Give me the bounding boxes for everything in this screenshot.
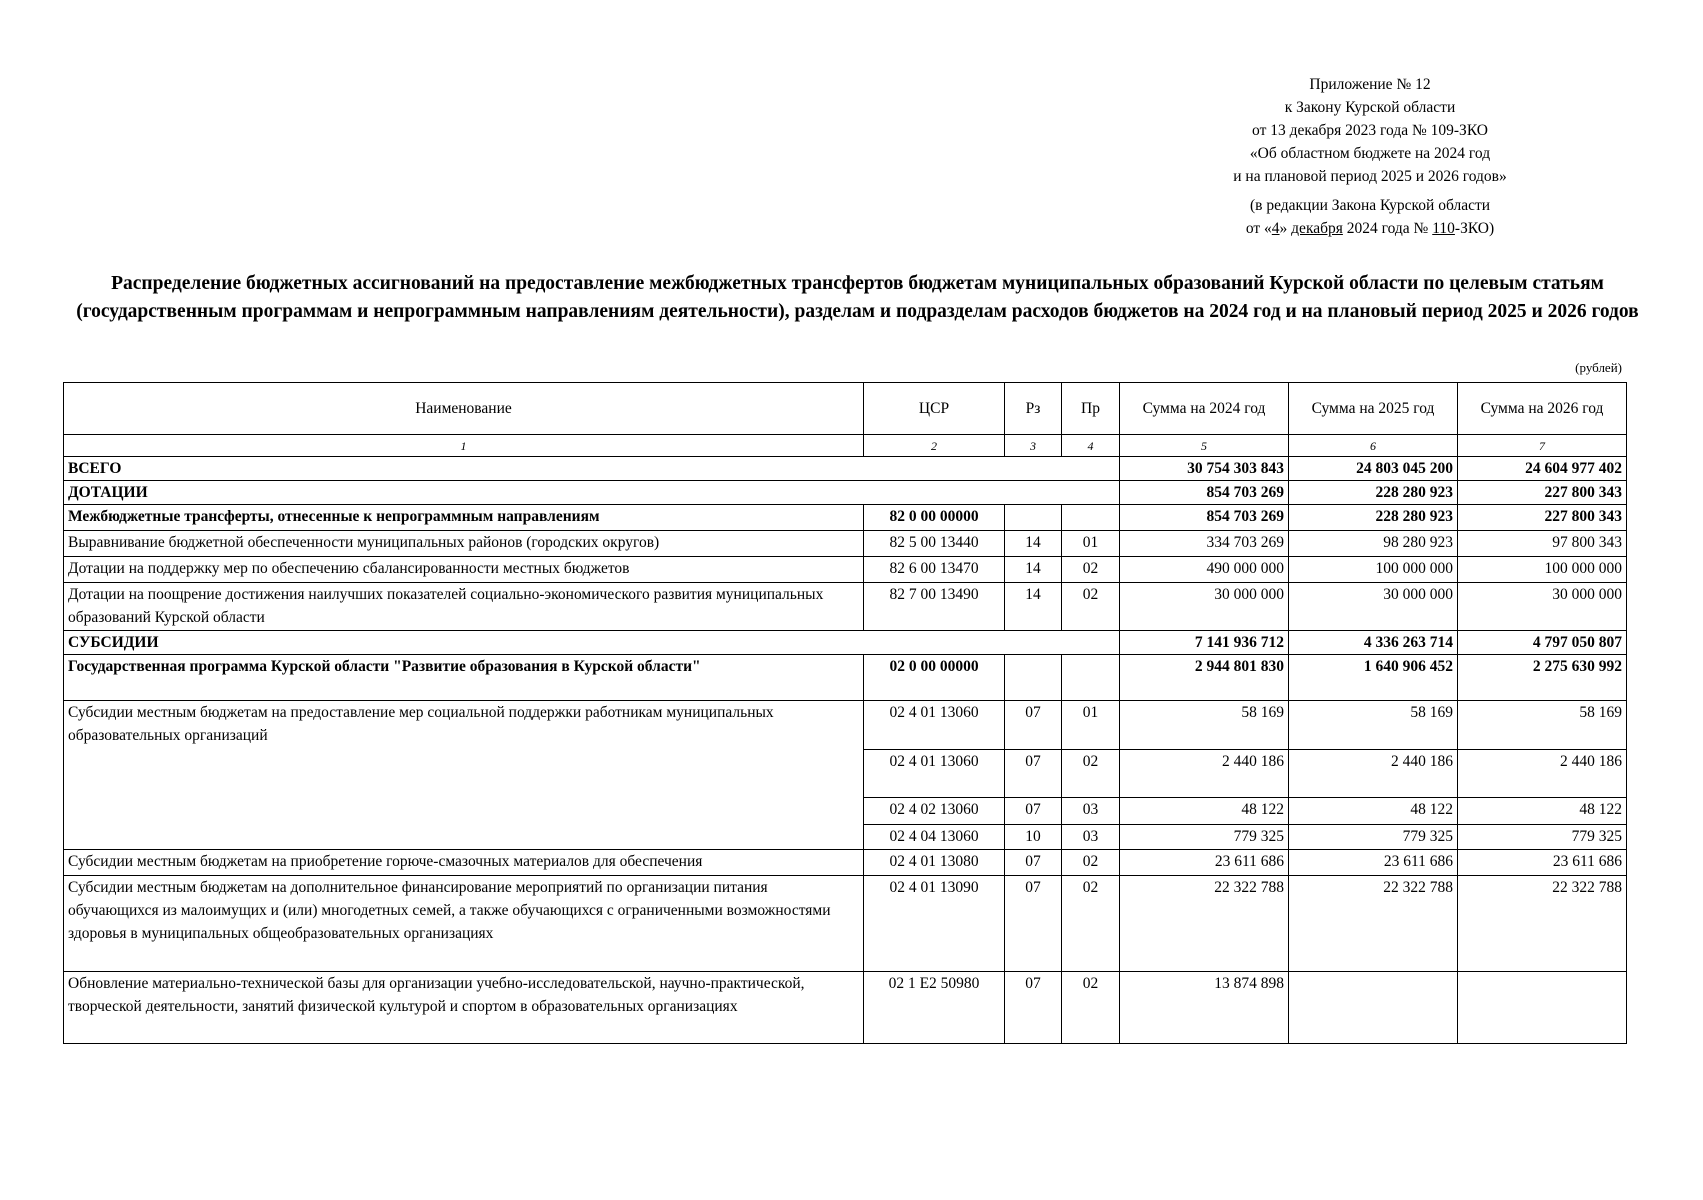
- row-sum-2026: 22 322 788: [1458, 876, 1627, 972]
- table-row: [64, 505, 1627, 531]
- row-sum-2026: 2 440 186: [1458, 750, 1627, 798]
- row-sum-2025: 100 000 000: [1289, 557, 1458, 583]
- dotacii-2025: 228 280 923: [1289, 481, 1458, 505]
- row-sum-2024: 334 703 269: [1120, 531, 1289, 557]
- col-number: 4: [1062, 435, 1120, 457]
- edition-number: 110: [1432, 220, 1455, 237]
- units-label: (рублей): [1575, 360, 1622, 375]
- row-pr: 02: [1062, 583, 1120, 631]
- row-csr: 02 4 04 13060: [864, 825, 1005, 850]
- program-row: [64, 655, 1627, 701]
- row-pr: 03: [1062, 798, 1120, 825]
- row-pr: 03: [1062, 825, 1120, 850]
- appendix-edition: (в редакции Закона Курской области: [1249, 197, 1491, 214]
- row-sum-2024: 2 440 186: [1120, 750, 1289, 798]
- col-number: 2: [864, 435, 1005, 457]
- row-sum-2026: 30 000 000: [1458, 583, 1627, 631]
- row-name: Дотации на поощрение достижения наилучших показателей социально-экономического развития муниципальных образований Курской области: [64, 583, 864, 631]
- row-sum-2026: 23 611 686: [1458, 850, 1627, 876]
- row-sum-2025: 30 000 000: [1289, 583, 1458, 631]
- row-sum-2024: 2 944 801 830: [1120, 655, 1289, 701]
- row-sum-2024: 13 874 898: [1120, 972, 1289, 1044]
- row-pr: [1062, 655, 1120, 701]
- dotacii-label: ДОТАЦИИ: [64, 481, 1120, 505]
- row-sum-2024: 58 169: [1120, 701, 1289, 750]
- row-sum-2026: 100 000 000: [1458, 557, 1627, 583]
- row-sum-2025: 58 169: [1289, 701, 1458, 750]
- column-number-row: [64, 435, 1627, 457]
- col-number: 7: [1458, 435, 1627, 457]
- row-sum-2026: 48 122: [1458, 798, 1627, 825]
- dotacii-2024: 854 703 269: [1120, 481, 1289, 505]
- col-number: 6: [1289, 435, 1458, 457]
- col-header-sum-2024: Сумма на 2024 год: [1120, 383, 1289, 435]
- row-pr: 02: [1062, 850, 1120, 876]
- subsidii-row: [64, 631, 1627, 655]
- row-rz: 07: [1005, 972, 1062, 1044]
- dotacii-row: [64, 481, 1627, 505]
- row-sum-2025: 2 440 186: [1289, 750, 1458, 798]
- row-pr: [1062, 505, 1120, 531]
- col-header-name: Наименование: [64, 383, 864, 435]
- subsidii-2025: 4 336 263 714: [1289, 631, 1458, 655]
- row-pr: 01: [1062, 701, 1120, 750]
- row-rz: 07: [1005, 798, 1062, 825]
- row-name: Субсидии местным бюджетам на предоставление мер социальной поддержки работникам муниципальных образовательных организаций: [64, 701, 864, 850]
- row-csr: 02 4 01 13060: [864, 701, 1005, 750]
- edition-day: 4: [1271, 220, 1280, 237]
- table-row: [64, 557, 1627, 583]
- row-csr: 02 4 01 13080: [864, 850, 1005, 876]
- row-pr: 02: [1062, 557, 1120, 583]
- table-header-row: [64, 383, 1627, 435]
- row-sum-2025: 23 611 686: [1289, 850, 1458, 876]
- dotacii-2026: 227 800 343: [1458, 481, 1627, 505]
- row-name: Межбюджетные трансферты, отнесенные к непрограммным направлениям: [64, 505, 864, 531]
- row-csr: 82 6 00 13470: [864, 557, 1005, 583]
- row-rz: 14: [1005, 557, 1062, 583]
- row-sum-2025: 48 122: [1289, 798, 1458, 825]
- row-sum-2024: 23 611 686: [1120, 850, 1289, 876]
- document-title: Распределение бюджетных ассигнований на предоставление межбюджетных трансфертов бюджетам муниципальных образований Курской области по целевым статьям (государственным программам и непрограммным направлениям деятельности), разделам и подразделам расходов бюджетов на 2024 год и на плановый период 2025 и 2026 годов: [76, 273, 1639, 322]
- transfers-table: [63, 382, 1627, 1044]
- row-csr: 02 4 02 13060: [864, 798, 1005, 825]
- table-row: [64, 583, 1627, 631]
- col-header-pr: Пр: [1062, 383, 1120, 435]
- row-csr: 82 7 00 13490: [864, 583, 1005, 631]
- row-sum-2024: 48 122: [1120, 798, 1289, 825]
- table-row: [64, 701, 1627, 750]
- col-header-sum-2025: Сумма на 2025 год: [1289, 383, 1458, 435]
- subsidii-label: СУБСИДИИ: [64, 631, 1120, 655]
- row-csr: 02 4 01 13090: [864, 876, 1005, 972]
- table-row: [64, 876, 1627, 972]
- col-header-sum-2026: Сумма на 2026 год: [1458, 383, 1627, 435]
- total-2024: 30 754 303 843: [1120, 457, 1289, 481]
- row-sum-2026: 2 275 630 992: [1458, 655, 1627, 701]
- appendix-law-title-1: «Об областном бюджете на 2024 год: [1249, 145, 1491, 162]
- row-name: Субсидии местным бюджетам на приобретение горюче-смазочных материалов для обеспечения: [64, 850, 864, 876]
- row-sum-2024: 22 322 788: [1120, 876, 1289, 972]
- row-rz: 07: [1005, 850, 1062, 876]
- row-sum-2025: 22 322 788: [1289, 876, 1458, 972]
- row-rz: 10: [1005, 825, 1062, 850]
- subsidii-2026: 4 797 050 807: [1458, 631, 1627, 655]
- row-rz: 07: [1005, 750, 1062, 798]
- appendix-header: [1140, 73, 1600, 240]
- row-sum-2025: 228 280 923: [1289, 505, 1458, 531]
- row-rz: 07: [1005, 701, 1062, 750]
- row-csr: 02 4 01 13060: [864, 750, 1005, 798]
- row-name: Выравнивание бюджетной обеспеченности муниципальных районов (городских округов): [64, 531, 864, 557]
- row-sum-2026: 58 169: [1458, 701, 1627, 750]
- row-csr: 82 5 00 13440: [864, 531, 1005, 557]
- col-number: 5: [1120, 435, 1289, 457]
- total-label: ВСЕГО: [64, 457, 1120, 481]
- row-rz: 07: [1005, 876, 1062, 972]
- row-pr: 02: [1062, 972, 1120, 1044]
- row-sum-2026: 779 325: [1458, 825, 1627, 850]
- col-number: 3: [1005, 435, 1062, 457]
- row-sum-2025: 779 325: [1289, 825, 1458, 850]
- row-rz: 14: [1005, 531, 1062, 557]
- col-number: 1: [64, 435, 864, 457]
- row-sum-2026: 97 800 343: [1458, 531, 1627, 557]
- row-pr: 02: [1062, 750, 1120, 798]
- appendix-edition-date: от «4» декабря 2024 года № 110-ЗКО): [1245, 220, 1495, 237]
- row-rz: 14: [1005, 583, 1062, 631]
- subsidii-2024: 7 141 936 712: [1120, 631, 1289, 655]
- total-row: [64, 457, 1627, 481]
- row-rz: [1005, 655, 1062, 701]
- edition-month: декабря: [1291, 220, 1343, 237]
- table-row: [64, 531, 1627, 557]
- row-name: Субсидии местным бюджетам на дополнительное финансирование мероприятий по организации питания обучающихся из малоимущих и (или) многодетных семей, а также обучающихся с ограниченными возможностями здоровья в муниципальных общеобразовательных организациях: [64, 876, 864, 972]
- total-2025: 24 803 045 200: [1289, 457, 1458, 481]
- row-pr: 02: [1062, 876, 1120, 972]
- row-sum-2024: 854 703 269: [1120, 505, 1289, 531]
- row-name: Государственная программа Курской области "Развитие образования в Курской области": [64, 655, 864, 701]
- col-header-rz: Рз: [1005, 383, 1062, 435]
- row-name: Дотации на поддержку мер по обеспечению сбалансированности местных бюджетов: [64, 557, 864, 583]
- row-csr: 82 0 00 00000: [864, 505, 1005, 531]
- row-sum-2026: [1458, 972, 1627, 1044]
- row-name: Обновление материально-технической базы для организации учебно-исследовательской, научно-практической, творческой деятельности, занятий физической культурой и спортом в образовательных организациях: [64, 972, 864, 1044]
- row-pr: 01: [1062, 531, 1120, 557]
- row-sum-2026: 227 800 343: [1458, 505, 1627, 531]
- row-sum-2024: 779 325: [1120, 825, 1289, 850]
- appendix-law-title-2: и на плановой период 2025 и 2026 годов»: [1233, 168, 1507, 185]
- appendix-law-date: от 13 декабря 2023 года № 109-ЗКО: [1252, 122, 1488, 139]
- row-sum-2025: 98 280 923: [1289, 531, 1458, 557]
- row-csr: 02 1 E2 50980: [864, 972, 1005, 1044]
- row-sum-2025: [1289, 972, 1458, 1044]
- table-row: [64, 850, 1627, 876]
- row-sum-2024: 490 000 000: [1120, 557, 1289, 583]
- row-sum-2025: 1 640 906 452: [1289, 655, 1458, 701]
- appendix-number: Приложение № 12: [1309, 76, 1431, 93]
- row-csr: 02 0 00 00000: [864, 655, 1005, 701]
- row-sum-2024: 30 000 000: [1120, 583, 1289, 631]
- appendix-law-ref: к Закону Курской области: [1284, 99, 1456, 116]
- row-rz: [1005, 505, 1062, 531]
- col-header-csr: ЦСР: [864, 383, 1005, 435]
- total-2026: 24 604 977 402: [1458, 457, 1627, 481]
- table-row: [64, 972, 1627, 1044]
